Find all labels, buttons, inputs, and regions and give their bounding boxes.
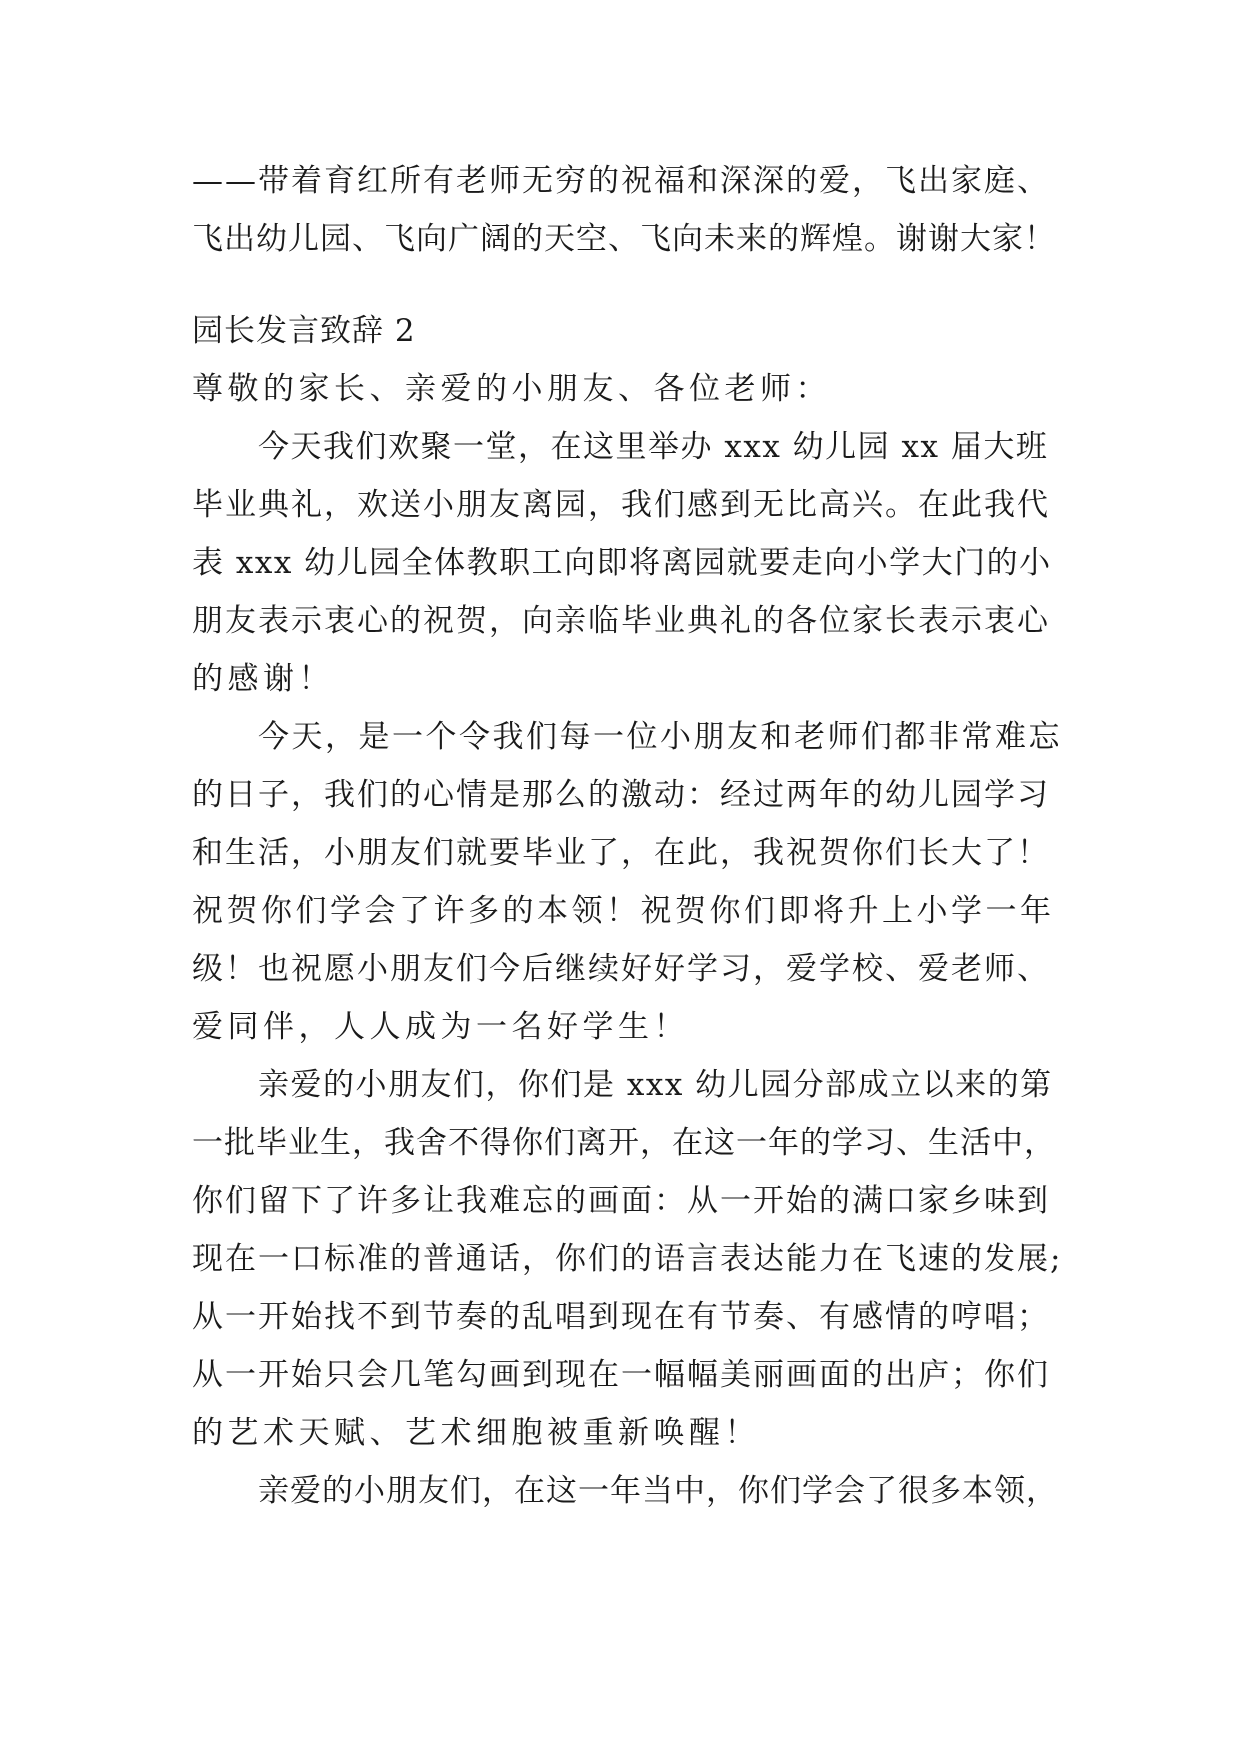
salutation: 尊敬的家长、亲爱的小朋友、各位老师： [192, 371, 831, 407]
paragraph-line: 现在一口标准的普通话，你们的语言表达能力在飞速的发展; [192, 1241, 1063, 1277]
paragraph-line: 从一开始只会几笔勾画到现在一幅幅美丽画面的出庐；你们 [192, 1357, 1050, 1393]
paragraph-2 [192, 708, 1062, 1056]
paragraph-line: 级！也祝愿小朋友们今后继续好好学习，爱学校、爱老师、 [192, 951, 1050, 987]
paragraph-line: 你们留下了许多让我难忘的画面：从一开始的满口家乡味到 [192, 1183, 1050, 1219]
intro-line-2: 飞出幼儿园、飞向广阔的天空、飞向未来的辉煌。谢谢大家！ [192, 221, 1056, 257]
paragraph-line: 的日子，我们的心情是那么的激动：经过两年的幼儿园学习 [192, 777, 1050, 813]
paragraph-line: 从一开始找不到节奏的乱唱到现在有节奏、有感情的哼唱； [192, 1299, 1050, 1335]
paragraph-line: 的艺术天赋、艺术细胞被重新唤醒！ [192, 1415, 760, 1451]
intro-line-1: ——带着育红所有老师无穷的祝福和深深的爱，飞出家庭、 [192, 163, 1050, 199]
paragraph-4 [192, 1462, 1062, 1520]
paragraph-line: 表 xxx 幼儿园全体教职工向即将离园就要走向小学大门的小 [192, 545, 1052, 581]
paragraph-3 [192, 1056, 1062, 1462]
paragraph-line: 亲爱的小朋友们，在这一年当中，你们学会了很多本领， [258, 1473, 1058, 1509]
paragraph-line: 爱同伴，人人成为一名好学生！ [192, 1009, 689, 1045]
paragraph-line: 朋友表示衷心的祝贺，向亲临毕业典礼的各位家长表示衷心 [192, 603, 1050, 639]
paragraph-line: 的感谢！ [192, 661, 334, 697]
section-title: 园长发言致辞 2 [192, 313, 416, 349]
paragraph-line: 毕业典礼，欢送小朋友离园，我们感到无比高兴。在此我代 [192, 487, 1050, 523]
intro-paragraph [192, 152, 1062, 268]
paragraph-line: 亲爱的小朋友们，你们是 xxx 幼儿园分部成立以来的第 [258, 1067, 1053, 1103]
paragraph-line: 一批毕业生，我舍不得你们离开，在这一年的学习、生活中， [192, 1125, 1056, 1161]
paragraph-line: 祝贺你们学会了许多的本领！祝贺你们即将升上小学一年 [192, 893, 1055, 929]
paragraph-line: 和生活，小朋友们就要毕业了，在此，我祝贺你们长大了！ [192, 835, 1050, 871]
paragraph-1 [192, 418, 1062, 708]
document-page [192, 152, 1062, 1520]
paragraph-line: 今天，是一个令我们每一位小朋友和老师们都非常难忘 [258, 719, 1062, 755]
paragraph-line: 今天我们欢聚一堂，在这里举办 xxx 幼儿园 xx 届大班 [258, 429, 1049, 465]
